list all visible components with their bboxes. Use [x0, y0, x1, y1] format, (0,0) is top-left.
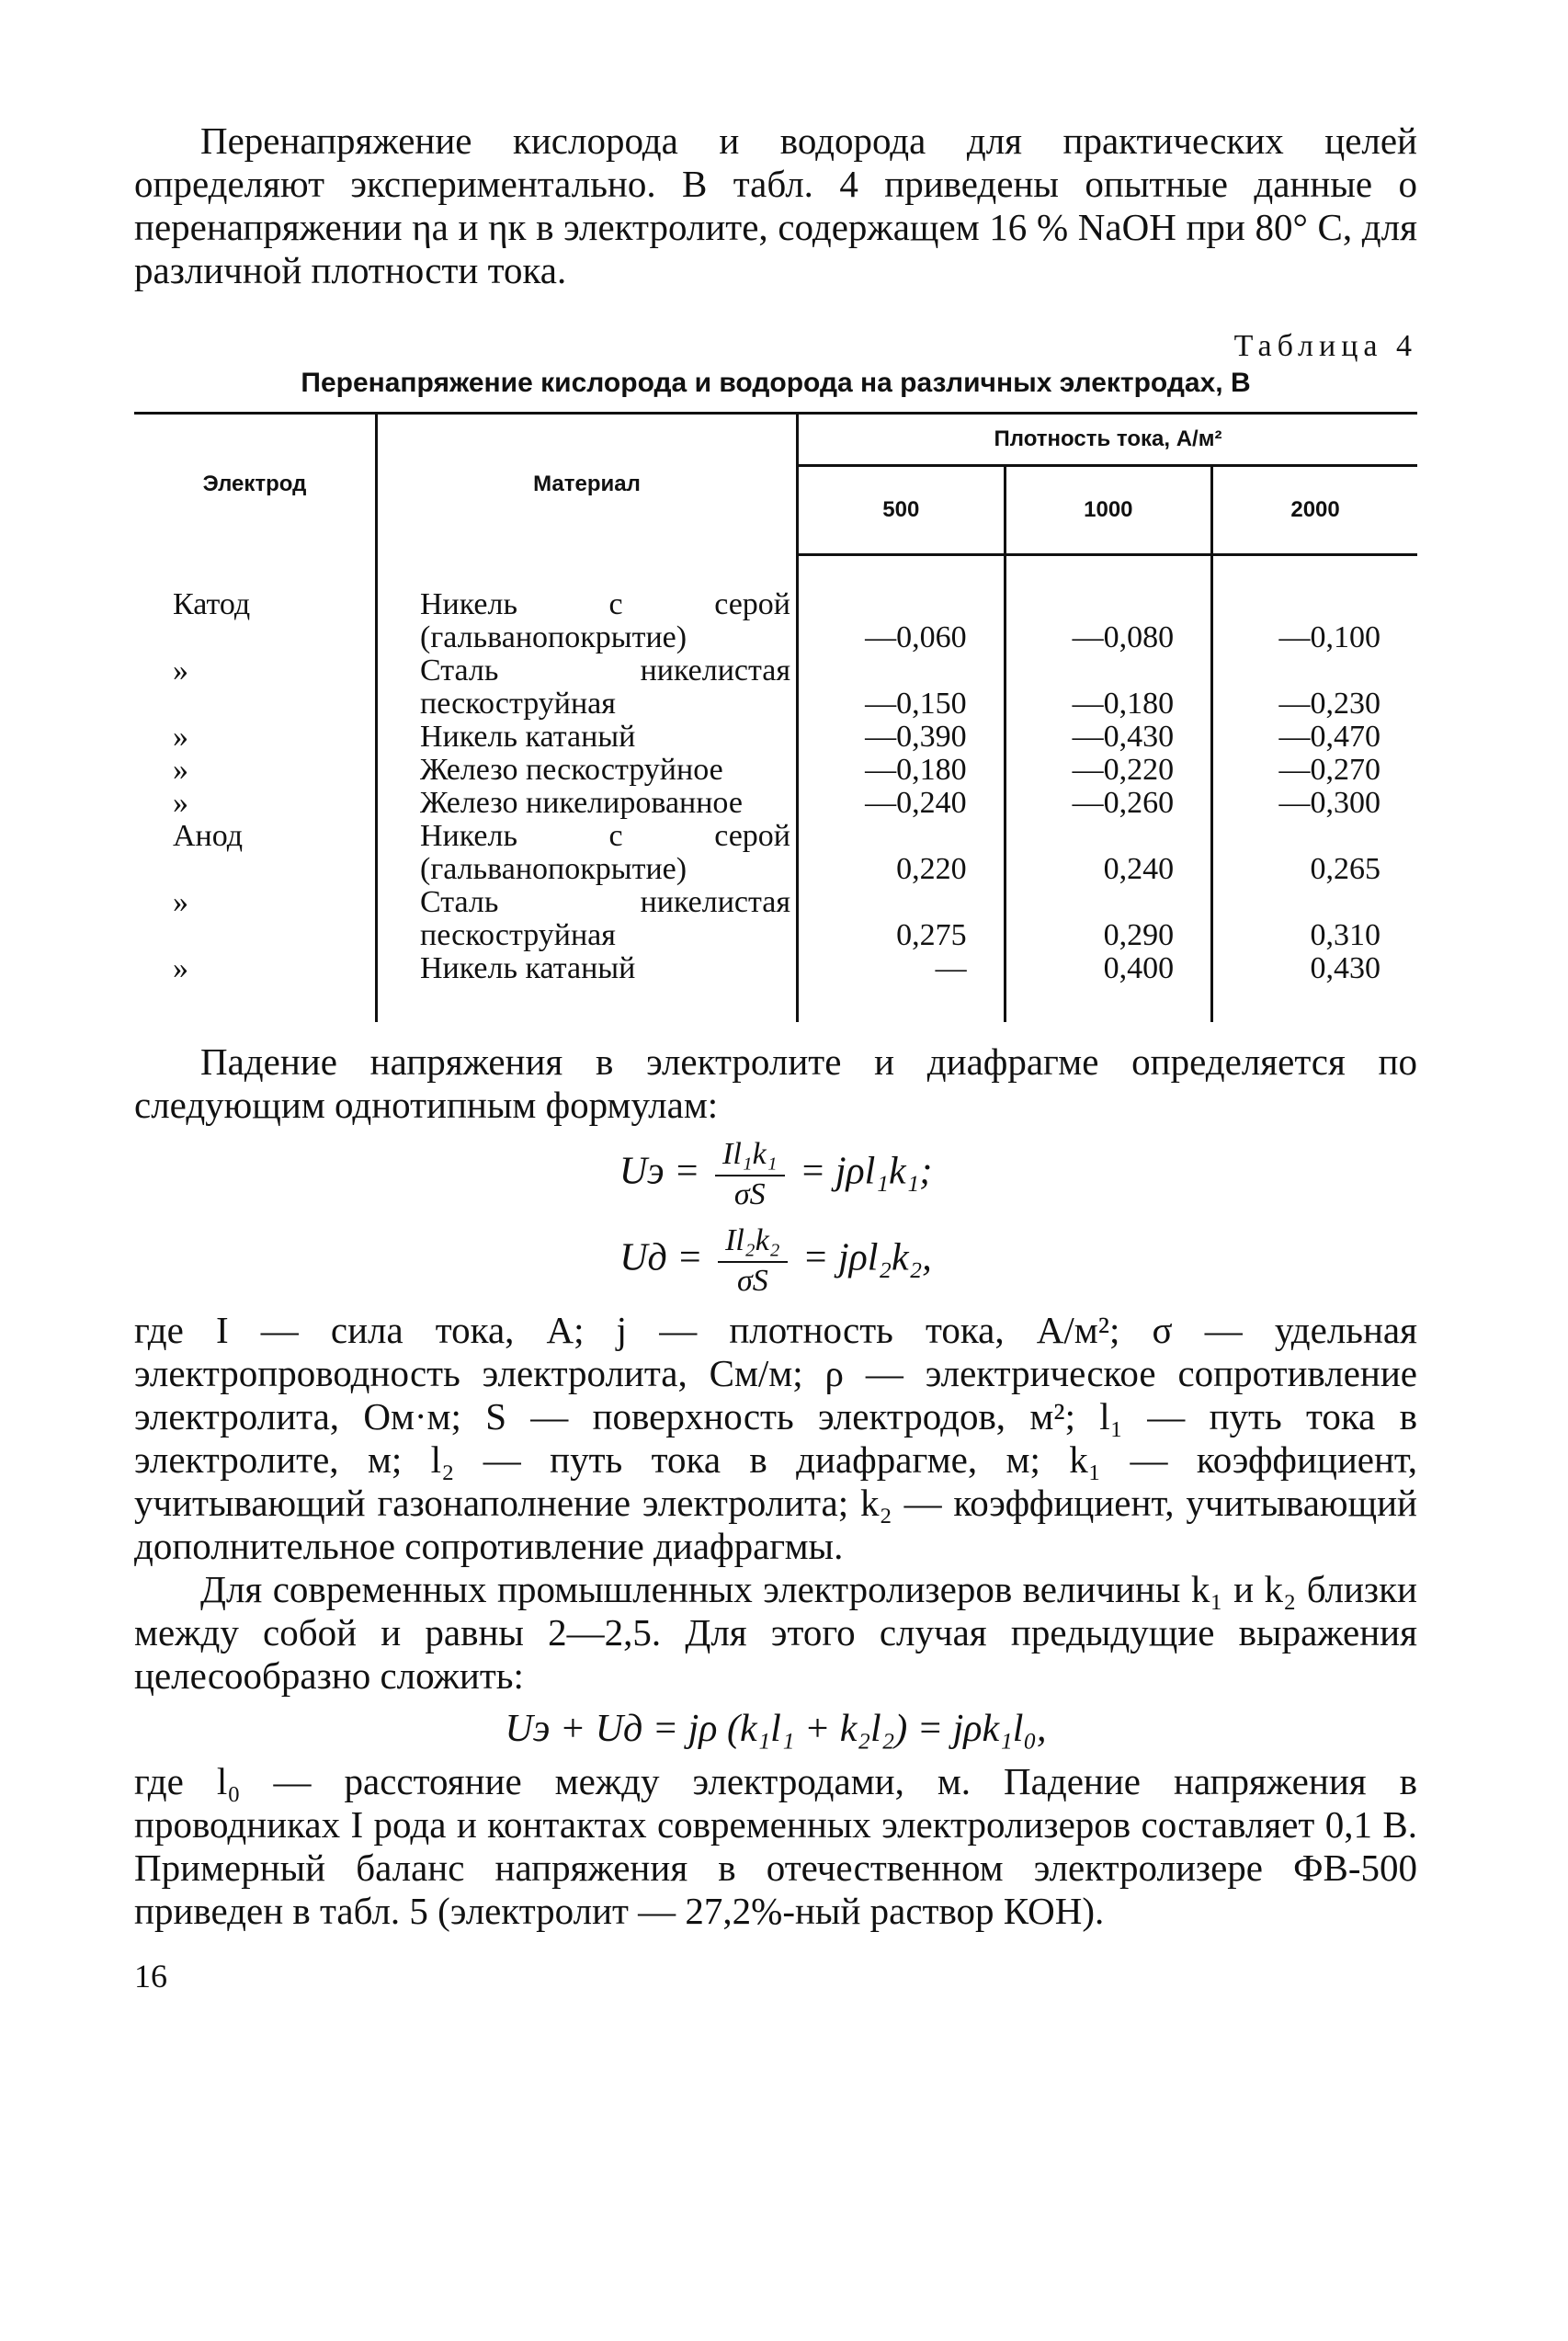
material-text: Сталь никелистая пескоструйная [420, 653, 790, 721]
cell-500: —0,240 [865, 785, 967, 820]
cell-2000: 0,265 [1310, 851, 1381, 886]
voltage-drop-paragraph: Падение напряжения в электролите и диафрагме определяется по следующим однотипным формулам: [134, 1040, 1417, 1126]
table-title: Перенапряжение кислорода и водорода на различных электродах, В [301, 368, 1251, 398]
cell-material [377, 754, 798, 787]
table-row [134, 787, 1417, 820]
formula1-fraction [715, 1136, 785, 1213]
cell-material [377, 787, 798, 820]
cell-electrode: Катод [173, 586, 251, 621]
formula1-denominator: σS [733, 1176, 766, 1211]
material-text: Никель с серой (гальванопокрытие) [420, 586, 790, 654]
table-row [134, 555, 1417, 654]
final-paragraph: где l₀ — расстояние между электродами, м. Падение напряжения в проводниках I рода и контактах современных электролизеров составляет 0,1 В. Примерный баланс напряжения в отечественном электролизере ФВ-500 приведен в табл. 5 (электролит — 27,2%-ный раствор КОН). [134, 1759, 1417, 1932]
material-text: Железо пескоструйное [420, 752, 723, 787]
table-row [134, 654, 1417, 721]
cell-2000: —0,270 [1278, 752, 1381, 787]
cell-1000: 0,400 [1005, 952, 1212, 1022]
formula1-lhs: Uэ = [619, 1150, 700, 1193]
header-1000: 1000 [1005, 466, 1212, 555]
cell-material [377, 721, 798, 754]
cell-material [377, 952, 798, 1022]
cell-2000: 0,430 [1310, 950, 1381, 985]
cell-2000: 0,310 [1310, 917, 1381, 952]
cell-electrode: Анод [173, 818, 244, 853]
formula2-denominator: σS [736, 1263, 768, 1298]
cell-material [377, 886, 798, 952]
material-text: Никель катаный [420, 719, 636, 754]
table-caption: Таблица 4 [1233, 329, 1417, 363]
cell-500: 0,220 [896, 851, 967, 886]
formula-sum: Uэ + Uд = jρ (k₁l₁ + k₂l₂) = jρk₁l₀, [505, 1707, 1047, 1750]
modern-electrolyzers-paragraph: Для современных промышленных электролизеров величины k₁ и k₂ близки между собой и равны 2—2,5. Для этого случая предыдущие выражения целесообразно сложить: [134, 1567, 1417, 1697]
cell-500: — [935, 950, 967, 985]
material-text: Железо никелированное [420, 785, 743, 820]
cell-electrode: » [173, 752, 188, 787]
cell-electrode: » [173, 950, 188, 985]
cell-electrode: » [173, 785, 188, 820]
cell-500: —0,180 [865, 752, 967, 787]
definitions-paragraph: где I — сила тока, А; j — плотность тока, А/м²; σ — удельная электропроводность электролита, См/м; ρ — электрическое сопротивление электролита, Ом·м; S — поверхность электродов, м²; l₁ — путь тока в электролите, м; l₂ — путь тока в диафрагме, м; k₁ — коэффициент, учитывающий газонаполнение электролита; k₂ — коэффициент, учитывающий дополнительное сопротивление диафрагмы. [134, 1308, 1417, 1567]
formula-diaphragm [134, 1222, 1417, 1300]
material-text: Никель с серой (гальванопокрытие) [420, 818, 790, 886]
table-row [134, 754, 1417, 787]
header-2000: 2000 [1212, 466, 1417, 555]
cell-1000: —0,180 [1005, 654, 1212, 721]
book-page [134, 119, 1417, 1995]
cell-electrode: » [173, 884, 188, 919]
cell-electrode: » [173, 653, 188, 688]
header-500: 500 [798, 466, 1006, 555]
cell-500: —0,060 [865, 619, 967, 654]
formula2-lhs: Uд = [619, 1236, 703, 1279]
cell-material [377, 555, 798, 654]
formula2-rhs: = jρl₂k₂, [802, 1236, 932, 1279]
cell-1000: 0,240 [1005, 820, 1212, 886]
formula1-rhs: = jρl₁k₁; [800, 1150, 933, 1193]
cell-500: 0,275 [896, 917, 967, 952]
cell-1000: —0,220 [1005, 754, 1212, 787]
cell-2000: —0,100 [1278, 619, 1381, 654]
formula2-fraction [718, 1222, 788, 1300]
formula1-numerator: Il₁k₁ [715, 1136, 785, 1176]
cell-2000: —0,300 [1278, 785, 1381, 820]
table-row [134, 952, 1417, 1022]
cell-1000: —0,260 [1005, 787, 1212, 820]
header-current-density: Плотность тока, А/м² [798, 414, 1418, 466]
page-number: 16 [134, 1957, 167, 1994]
header-electrode: Электрод [134, 414, 377, 555]
table-row [134, 721, 1417, 754]
cell-material [377, 820, 798, 886]
cell-500: —0,150 [865, 686, 967, 721]
cell-1000: —0,080 [1005, 555, 1212, 654]
cell-1000: —0,430 [1005, 721, 1212, 754]
header-material: Материал [377, 414, 798, 555]
table-row [134, 820, 1417, 886]
cell-2000: —0,230 [1278, 686, 1381, 721]
material-text: Сталь никелистая пескоструйная [420, 884, 790, 952]
formula2-numerator: Il₂k₂ [718, 1222, 788, 1263]
cell-1000: 0,290 [1005, 886, 1212, 952]
cell-2000: —0,470 [1278, 719, 1381, 754]
overvoltage-table [134, 412, 1417, 1022]
cell-500: —0,390 [865, 719, 967, 754]
material-text: Никель катаный [420, 950, 636, 985]
formula-electrolyte [134, 1136, 1417, 1213]
intro-paragraph: Перенапряжение кислорода и водорода для практических целей определяют экспериментально. В табл. 4 приведены опытные данные о перенапряжении ηа и ηк в электролите, содержащем 16 % NaOH при 80° С, для различной плотности тока. [134, 119, 1417, 291]
cell-material [377, 654, 798, 721]
table-row [134, 886, 1417, 952]
cell-electrode: » [173, 719, 188, 754]
